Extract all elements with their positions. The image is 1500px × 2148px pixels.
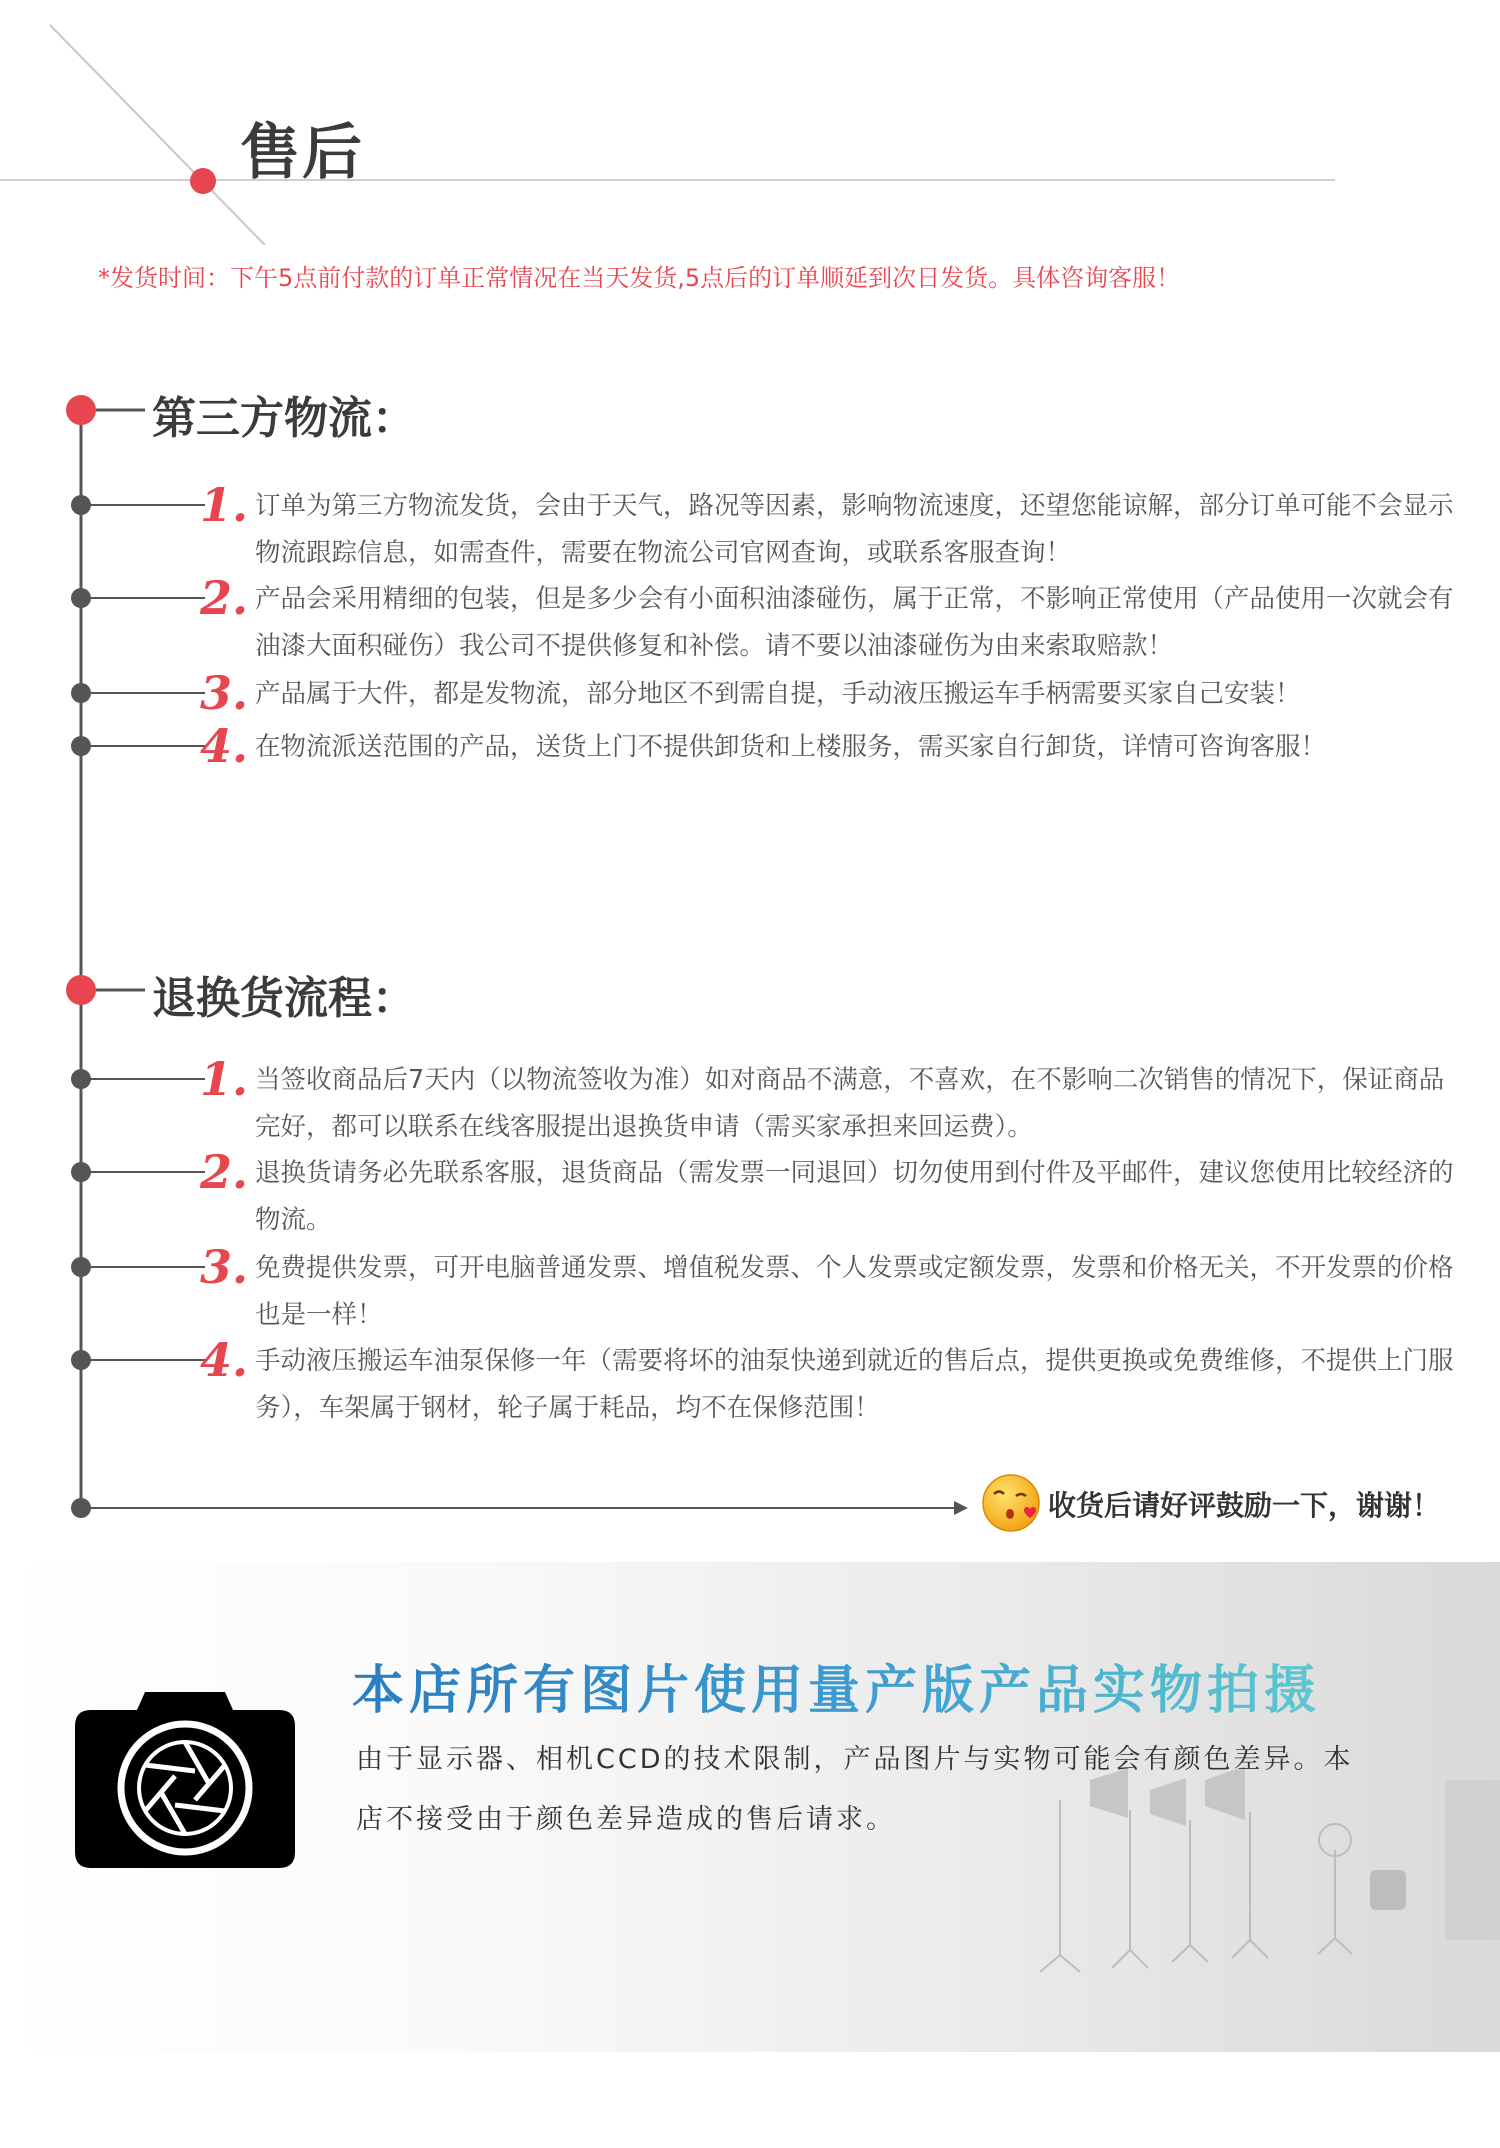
- item-text: 退换货请务必先联系客服，退货商品（需发票一同退回）切勿使用到付件及平邮件，建议您使用比较经济的物流。: [255, 1158, 1454, 1235]
- item-number: 1.: [200, 478, 249, 532]
- banner-title: 本店所有图片使用量产版产品实物拍摄: [352, 1648, 1321, 1723]
- review-request-note: 收货后请好评鼓励一下，谢谢！: [1048, 1489, 1441, 1522]
- item-number: 4.: [200, 1333, 249, 1387]
- camera-icon: [75, 1692, 295, 1868]
- page-title: 售后: [240, 118, 364, 188]
- item-text: 手动液压搬运车油泵保修一年（需要将坏的油泵快递到就近的售后点，提供更换或免费维修，不提供上门服务），车架属于钢材，轮子属于耗品，均不在保修范围！: [255, 1346, 1454, 1423]
- item-number: 1.: [200, 1052, 249, 1106]
- item-text: 免费提供发票，可开电脑普通发票、增值税发票、个人发票或定额发票，发票和价格无关，不开发票的价格也是一样！: [255, 1253, 1454, 1330]
- banner-description: 由于显示器、相机CCD的技术限制，产品图片与实物可能会有颜色差异。本店不接受由于颜色差异造成的售后请求。: [356, 1744, 1354, 1835]
- item-text: 产品会采用精细的包装，但是多少会有小面积油漆碰伤，属于正常，不影响正常使用（产品使用一次就会有油漆大面积碰伤）我公司不提供修复和补偿。请不要以油漆碰伤为由来索取赔款！: [255, 584, 1454, 661]
- item-text: 产品属于大件，都是发物流，部分地区不到需自提，手动液压搬运车手柄需要买家自己安装！: [255, 679, 1301, 709]
- section-title-logistics: 第三方物流：: [152, 393, 416, 444]
- item-number: 2.: [200, 1145, 249, 1199]
- item-text: 订单为第三方物流发货，会由于天气，路况等因素，影响物流速度，还望您能谅解，部分订单可能不会显示物流跟踪信息，如需查件，需要在物流公司官网查询，或联系客服查询！: [255, 491, 1454, 568]
- item-text: 当签收商品后7天内（以物流签收为准）如对商品不满意，不喜欢，在不影响二次销售的情况下，保证商品完好，都可以联系在线客服提出退换货申请（需买家承担来回运费）。: [255, 1065, 1445, 1142]
- shipping-time-note: *发货时间：下午5点前付款的订单正常情况在当天发货,5点后的订单顺延到次日发货。具体咨询客服！: [98, 264, 1181, 292]
- item-number: 3.: [200, 666, 249, 720]
- item-number: 4.: [200, 719, 249, 773]
- kiss-emoji-icon: [980, 1472, 1042, 1534]
- item-number: 3.: [200, 1240, 249, 1294]
- section-title-returns: 退换货流程：: [152, 973, 416, 1024]
- header-decoration: [0, 0, 1500, 300]
- item-number: 2.: [200, 571, 249, 625]
- item-text: 在物流派送范围的产品，送货上门不提供卸货和上楼服务，需买家自行卸货，详情可咨询客服！: [255, 732, 1327, 762]
